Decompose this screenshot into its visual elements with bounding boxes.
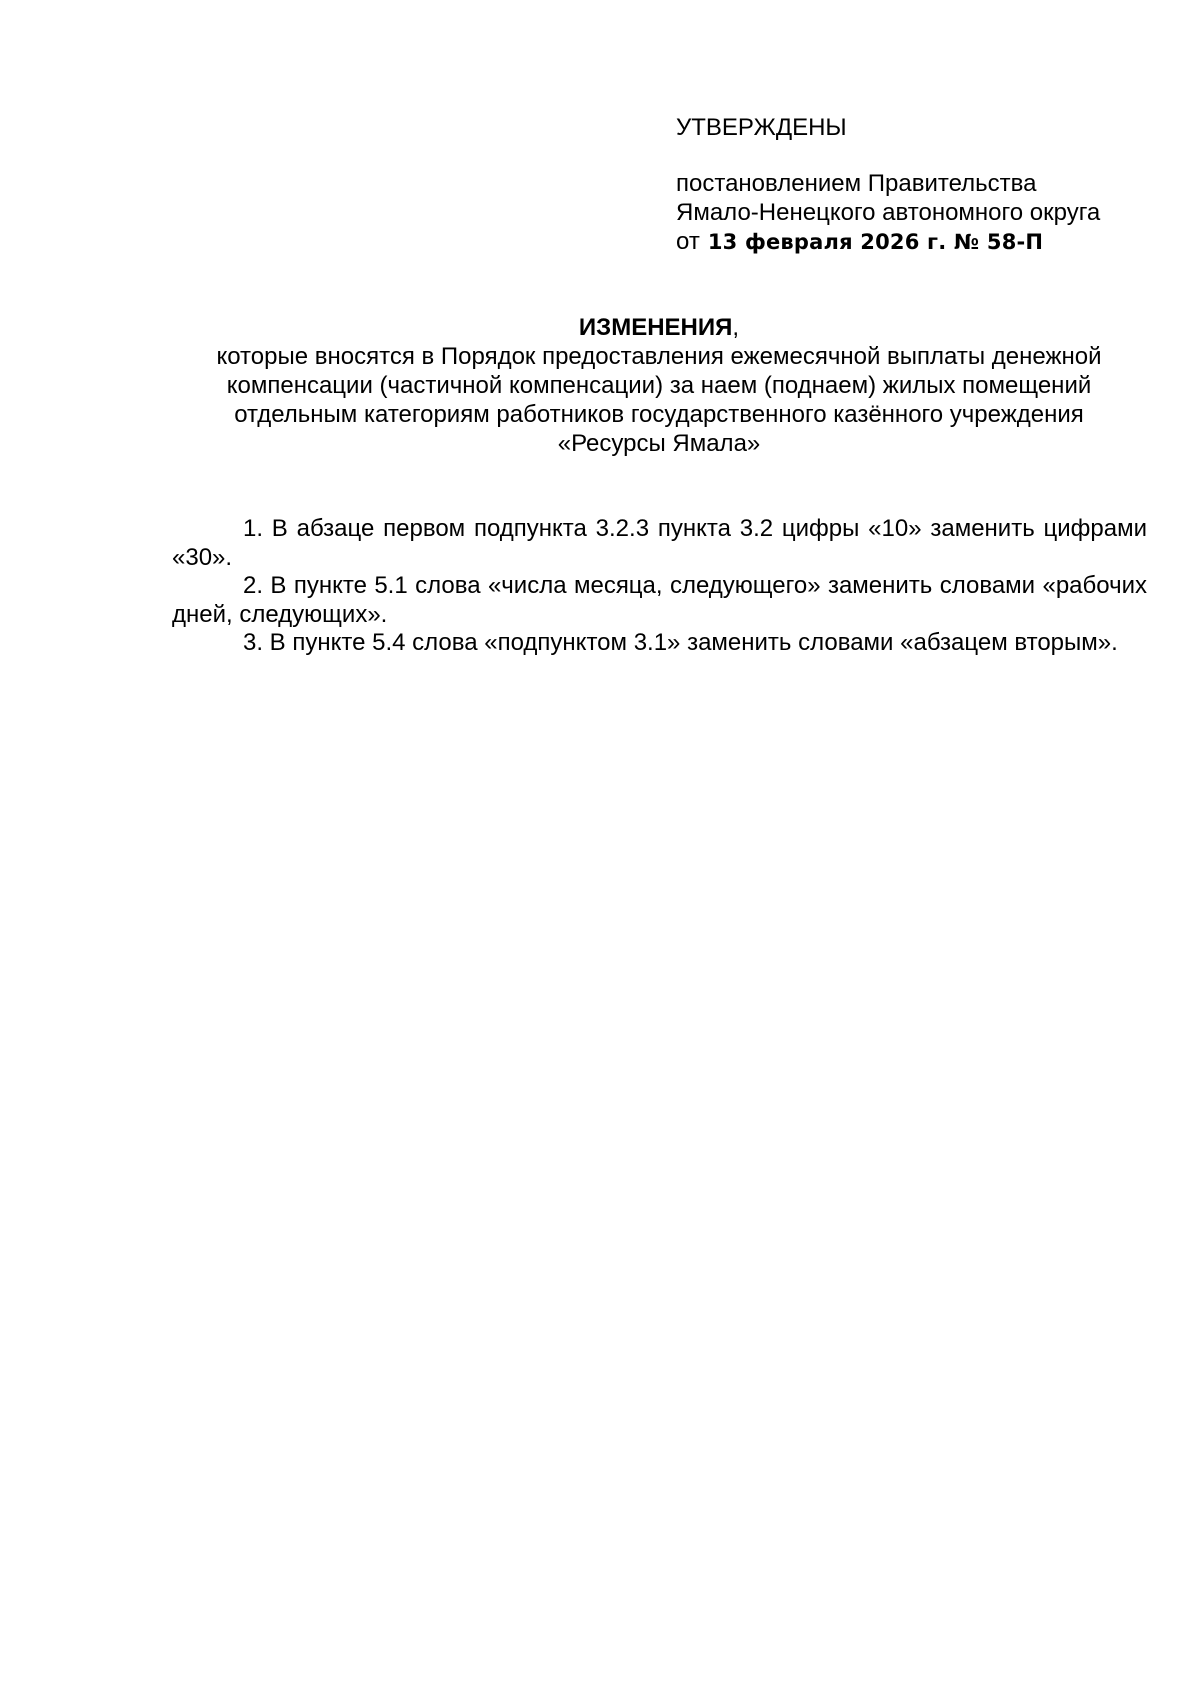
document-heading (171, 313, 1147, 458)
document-title-suffix: , (732, 314, 740, 341)
approval-block (676, 113, 1146, 257)
date-prefix: от (676, 228, 700, 255)
document-date-number: 13 февраля 2026 г. № 58-П (707, 230, 1044, 254)
approval-line-1: постановлением Правительства (676, 170, 1037, 197)
subtitle-line-3: отдельным категориям работников государственного казённого учреждения (234, 401, 1084, 428)
amendment-item-2: 2. В пункте 5.1 слова «числа месяца, следующего» заменить словами «рабочих дней, следующих». (172, 572, 1147, 628)
approval-line-2: Ямало-Ненецкого автономного округа (676, 199, 1101, 226)
subtitle-line-2: компенсации (частичной компенсации) за наем (поднаем) жилых помещений (226, 372, 1092, 399)
amendment-item-1: 1. В абзаце первом подпункта 3.2.3 пункта 3.2 цифры «10» заменить цифрами «30». (172, 515, 1147, 571)
amendment-item-3: 3. В пункте 5.4 слова «подпунктом 3.1» заменить словами «абзацем вторым». (243, 629, 1118, 656)
approved-label: УТВЕРЖДЕНЫ (676, 114, 847, 141)
subtitle-line-1: которые вносятся в Порядок предоставления ежемесячной выплаты денежной (216, 343, 1102, 370)
subtitle-line-4: «Ресурсы Ямала» (557, 430, 761, 457)
document-title-word: ИЗМЕНЕНИЯ (578, 314, 733, 341)
amendments-list (172, 515, 1147, 658)
approval-date-line (676, 227, 1146, 257)
document-title (171, 313, 1147, 342)
